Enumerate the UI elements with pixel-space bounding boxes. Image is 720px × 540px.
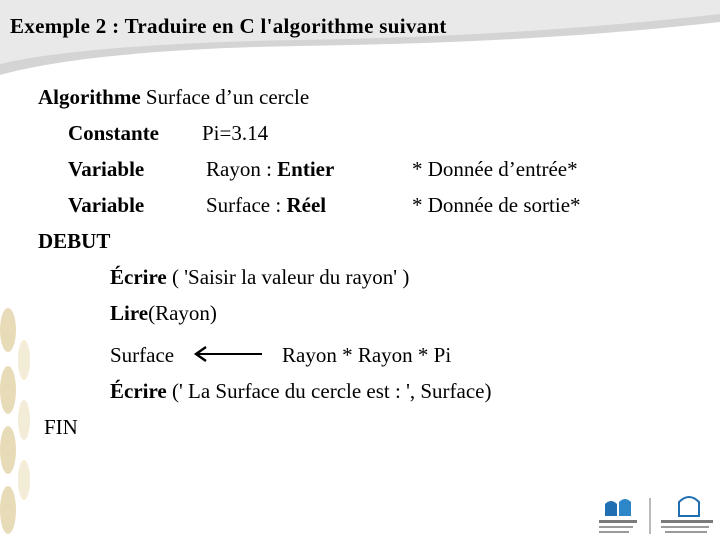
write-keyword-2: Écrire — [110, 379, 167, 403]
slide-title: Exemple 2 : Traduire en C l'algorithme suivant — [10, 14, 447, 38]
ornament-decoration — [0, 300, 40, 540]
variable-keyword-1: Variable — [68, 157, 145, 181]
variable-decl-2 — [206, 193, 326, 218]
variable-decl-1 — [206, 157, 334, 182]
write-statement-1 — [110, 265, 409, 290]
variable-type-2: Réel — [286, 193, 327, 217]
write-args-1: ( 'Saisir la valeur du rayon' ) — [166, 265, 410, 289]
variable-comment-1: * Donnée d’entrée* — [412, 157, 578, 181]
variable-comment-2: * Donnée de sortie* — [412, 193, 581, 217]
end-keyword: FIN — [44, 415, 78, 439]
variable-name-2: Surface : — [206, 193, 287, 217]
constant-value: Pi=3.14 — [202, 121, 269, 145]
variable-type-1: Entier — [277, 157, 335, 181]
write-keyword-1: Écrire — [110, 265, 167, 289]
algorithm-header — [38, 85, 309, 110]
university-logo — [595, 494, 717, 538]
write-statement-2 — [110, 379, 491, 404]
assign-rhs: Rayon * Rayon * Pi — [282, 343, 452, 367]
variable-keyword-2: Variable — [68, 193, 145, 217]
algorithm-keyword: Algorithme — [38, 85, 141, 109]
read-statement — [110, 301, 217, 326]
write-args-2: (' La Surface du cercle est : ', Surface) — [166, 379, 492, 403]
algorithm-name: Surface d’un cercle — [140, 85, 310, 109]
begin-keyword: DEBUT — [38, 229, 111, 253]
read-keyword: Lire — [110, 301, 149, 325]
variable-name-1: Rayon : — [206, 157, 278, 181]
constant-keyword: Constante — [68, 121, 160, 145]
assign-lhs: Surface — [110, 343, 175, 367]
left-arrow-icon — [192, 343, 264, 365]
read-args: (Rayon) — [148, 301, 217, 325]
